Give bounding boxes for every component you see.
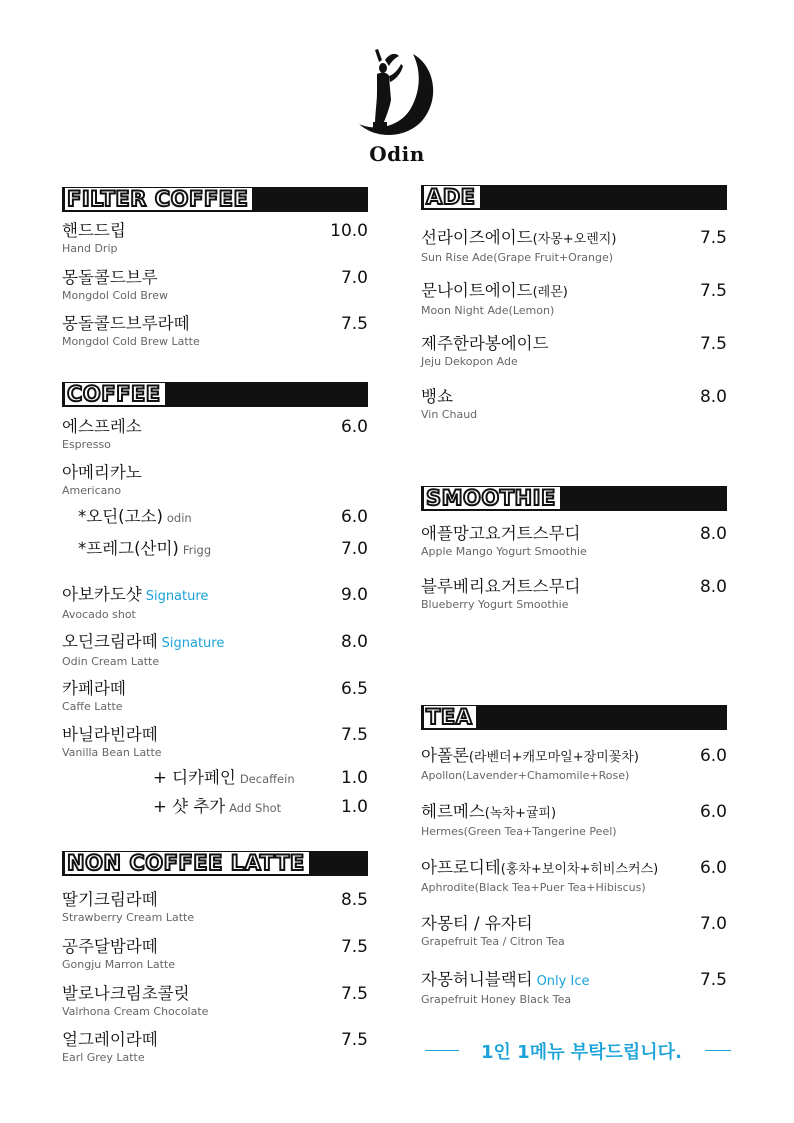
item-name-en: Mongdol Cold Brew [62,289,168,302]
item-name-ko: 아메리카노 [62,463,142,482]
item-name-en: Strawberry Cream Latte [62,911,195,924]
item-name-ko: 뱅쇼 [421,387,453,406]
menu-item [62,937,368,972]
option-name-en: Decaffein [239,772,295,786]
section-title: NON COFFEE LATTE [65,852,309,874]
divider-left [425,1050,459,1051]
item-name-en: Grapefruit Tea / Citron Tea [421,935,565,948]
item-ingredients-ko: (라벤더+캐모마일+장미꽃차) [468,750,639,765]
item-price: 7.5 [340,1030,368,1050]
item-name-ko: 몽돌콜드브루 [62,268,158,287]
menu-item [62,725,368,760]
item-name-ko: *오딘(고소) [78,507,163,526]
option-name-ko: + 디카페인 [153,768,236,787]
menu-item [62,268,368,303]
item-name-ko: 얼그레이라떼 [62,1030,158,1049]
section-non-coffee-latte [62,851,368,876]
item-name-en: Aphrodite(Black Tea+Puer Tea+Hibiscus) [421,881,646,894]
item-price: 7.0 [340,268,368,288]
section-header [421,705,727,730]
menu-item [421,970,727,1007]
item-name-ko: 자몽허니블랙티 [421,970,533,989]
item-name-ko: 딸기크림라떼 [62,890,158,909]
item-name-en: Grapefruit Honey Black Tea [421,993,572,1006]
item-name-en: Blueberry Yogurt Smoothie [421,598,569,611]
section-title: FILTER COFFEE [65,188,252,210]
item-name-en: Caffe Latte [62,700,123,713]
menu-item [421,228,727,265]
item-price: 7.5 [699,281,727,301]
brand-name: Odin [369,142,425,166]
item-ingredients-ko: (녹차+귤피) [484,806,557,821]
item-price: 8.0 [699,577,727,597]
item-price: 7.5 [340,937,368,957]
item-price: 8.0 [699,387,727,407]
item-ingredients-ko: (레몬) [532,285,568,300]
item-price: 8.5 [340,890,368,910]
menu-item [421,577,727,612]
item-name-ko: 바닐라빈라떼 [62,725,158,744]
item-name-ko: 핸드드립 [62,221,126,240]
item-name-en: Frigg [182,543,212,557]
item-price: 6.0 [699,858,727,878]
odin-moon-angel-icon [355,48,439,140]
item-name-ko: 에스프레소 [62,417,142,436]
menu-item [421,802,727,839]
option-price: 1.0 [340,768,368,788]
menu-item [62,221,368,256]
item-name-ko: 자몽티 / 유자티 [421,914,533,933]
menu-item [62,463,368,498]
item-price: 7.0 [340,539,368,559]
only-ice-badge: Only Ice [536,974,590,989]
item-name-en: Moon Night Ade(Lemon) [421,304,555,317]
signature-badge: Signature [161,636,225,651]
item-price: 6.0 [699,746,727,766]
section-header [62,851,368,876]
menu-item [62,314,368,349]
section-header [421,185,727,210]
item-name-ko: *프레그(산미) [78,539,179,558]
item-price: 8.0 [340,632,368,652]
section-header [421,486,727,511]
footer-note [425,1038,731,1064]
item-name-en: Apollon(Lavender+Chamomile+Rose) [421,769,630,782]
menu-item [62,585,368,622]
item-name-en: Americano [62,484,122,497]
item-name-ko: 공주달밤라떼 [62,937,158,956]
menu-item [421,387,727,422]
menu-item [62,417,368,452]
item-name-en: Sun Rise Ade(Grape Fruit+Orange) [421,251,614,264]
item-price: 6.0 [340,417,368,437]
item-price: 7.5 [699,970,727,990]
menu-sub-item [78,539,368,560]
section-title: SMOOTHIE [424,487,560,509]
order-policy-text: 1인 1메뉴 부탁드립니다. [481,1042,682,1063]
section-header [62,187,368,212]
menu-item [421,914,727,949]
item-name-en: Espresso [62,438,111,451]
item-name-en: Hand Drip [62,242,118,255]
menu-item [421,524,727,559]
section-header [62,382,368,407]
item-name-en: Mongdol Cold Brew Latte [62,335,200,348]
item-price: 7.5 [699,334,727,354]
menu-item [421,281,727,318]
section-coffee [62,382,368,407]
item-price: 6.5 [340,679,368,699]
item-price: 8.0 [699,524,727,544]
section-smoothie [421,486,727,511]
option-name-ko: + 샷 추가 [153,797,226,816]
item-name-ko: 블루베리요거트스무디 [421,577,581,596]
item-price: 7.5 [340,725,368,745]
item-name-ko: 카페라떼 [62,679,126,698]
menu-item [421,334,727,369]
menu-item [62,890,368,925]
section-title: TEA [424,706,476,728]
item-name-en: Apple Mango Yogurt Smoothie [421,545,587,558]
brand-logo [352,48,442,168]
item-ingredients-ko: (홍차+보이차+히비스커스) [500,862,659,877]
menu-option [153,768,368,789]
item-price: 9.0 [340,585,368,605]
item-price: 7.0 [699,914,727,934]
item-name-en: Vanilla Bean Latte [62,746,162,759]
item-price: 6.0 [340,507,368,527]
item-price: 6.0 [699,802,727,822]
item-name-ko: 오딘크림라떼 [62,632,158,651]
item-price: 7.5 [340,984,368,1004]
item-name-en: Earl Grey Latte [62,1051,145,1064]
option-name-en: Add Shot [229,801,282,815]
section-filter-coffee [62,187,368,212]
item-name-en: Avocado shot [62,608,136,621]
section-ade [421,185,727,210]
signature-badge: Signature [145,589,209,604]
menu-item [421,746,727,783]
item-name-ko: 아프로디테 [421,858,501,877]
item-price: 10.0 [330,221,368,241]
menu-option [153,797,368,818]
menu-item [62,632,368,669]
section-tea [421,705,727,730]
section-title: ADE [424,186,480,208]
item-name-en: Valrhona Cream Chocolate [62,1005,209,1018]
item-name-ko: 발로나크림초콜릿 [62,984,190,1003]
item-name-ko: 문나이트에이드 [421,281,533,300]
item-name-ko: 아폴론 [421,746,469,765]
item-name-ko: 애플망고요거트스무디 [421,524,581,543]
menu-item [62,984,368,1019]
section-title: COFFEE [65,383,165,405]
item-name-ko: 제주한라봉에이드 [421,334,549,353]
menu-item [421,858,727,895]
divider-right [705,1050,731,1051]
option-price: 1.0 [340,797,368,817]
item-name-ko: 몽돌콜드브루라떼 [62,314,190,333]
menu-item [62,1030,368,1065]
menu-sub-item [78,507,368,528]
item-name-en: odin [166,511,192,525]
item-price: 7.5 [340,314,368,334]
item-name-en: Hermes(Green Tea+Tangerine Peel) [421,825,617,838]
menu-item [62,679,368,714]
item-name-ko: 선라이즈에이드 [421,228,533,247]
item-name-en: Jeju Dekopon Ade [421,355,518,368]
item-name-en: Odin Cream Latte [62,655,160,668]
item-name-ko: 아보카도샷 [62,585,142,604]
item-ingredients-ko: (자몽+오렌지) [532,232,617,247]
item-name-en: Vin Chaud [421,408,478,421]
item-price: 7.5 [699,228,727,248]
item-name-ko: 헤르메스 [421,802,485,821]
item-name-en: Gongju Marron Latte [62,958,176,971]
